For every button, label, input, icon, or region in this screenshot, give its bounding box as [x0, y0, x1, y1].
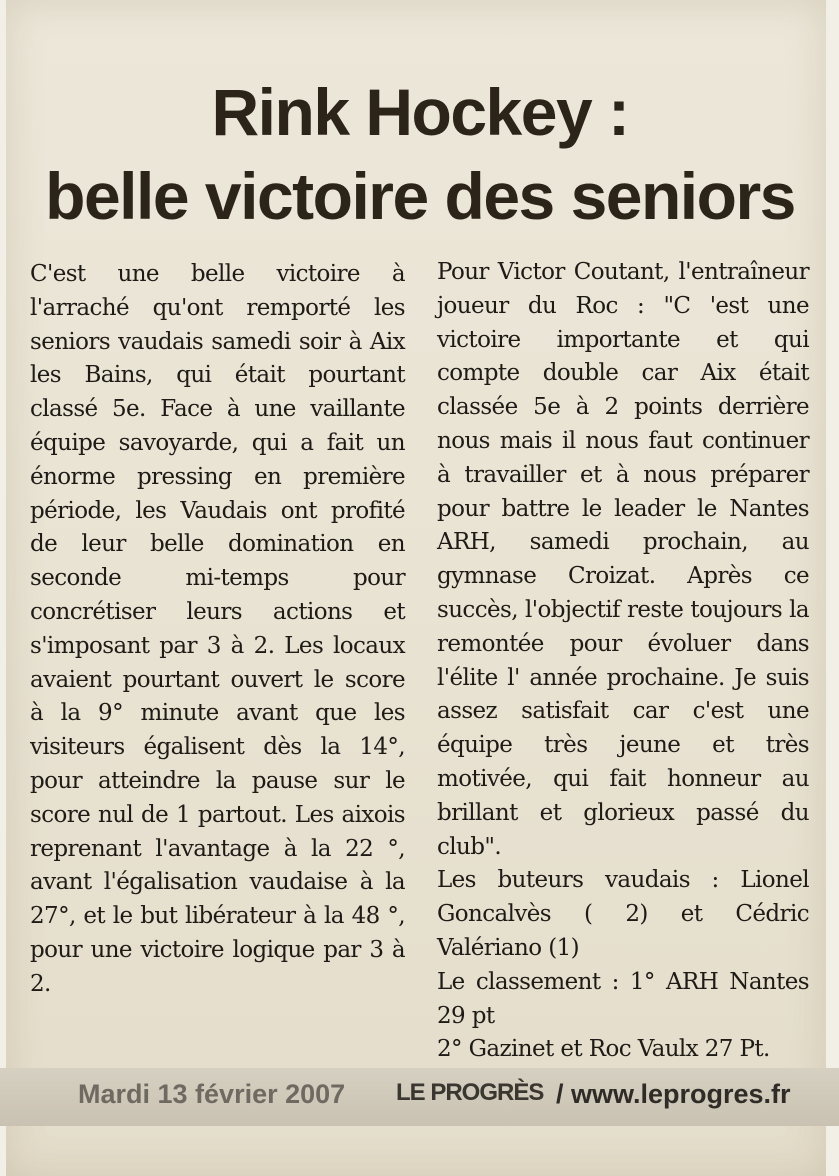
- footer-date: Mardi 13 février 2007: [78, 1079, 346, 1109]
- ranking-line-2: 2° Gazinet et Roc Vaulx 27 Pt.: [437, 1036, 770, 1063]
- article-column-right: [437, 256, 809, 1067]
- quote-paragraph: Pour Victor Coutant, l'entraîneur joueur du Roc : "C 'est une victoire importante et qui compte double car Aix était classée 5e à 2 points derrière nous mais il nous faut continuer à travailler et à nous préparer pour battre le leader le Nantes ARH, samedi prochain, au gymnase Croizat. Après ce succès, l'objectif reste toujours la remontée pour évoluer dans l'élite l' année prochaine. Je suis assez satisfait car c'est une équipe très jeune et très motivée, qui fait honneur au brillant et glorieux passé du club".: [437, 259, 809, 860]
- ranking-line-1: Le classement : 1° ARH Nantes 29 pt: [437, 968, 809, 1029]
- headline-line-1: Rink Hockey :: [211, 75, 629, 149]
- left-column-text: C'est une belle victoire à l'arraché qu'ont remporté les seniors vaudais samedi soir à Aix les Bains, qui était pourtant classé 5e. Face à une vaillante équipe savoyarde, qui a fait un énorme pressing en première période, les Vaudais ont profité de leur belle domination en seconde mi-temps pour concrétiser leurs actions et s'imposant par 3 à 2. Les locaux avaient pourtant ouvert le score à la 9° minute avant que les visiteurs égalisent dès la 14°, pour atteindre la pause sur le score nul de 1 partout. Les aixois reprenant l'avantage à la 22 °, avant l'égalisation vaudaise à la 27°, et le but libérateur à la 48 °, pour une victoire logique par 3 à 2.: [30, 261, 405, 997]
- scorers-paragraph: Les buteurs vaudais : Lionel Goncalvès ( 2) et Cédric Valériano (1): [437, 867, 809, 961]
- headline-line-2: belle victoire des seniors: [45, 159, 795, 233]
- article-headline: [20, 70, 820, 238]
- article-column-left: [30, 258, 405, 1002]
- footer-url: / www.leprogres.fr: [556, 1079, 791, 1109]
- newspaper-logo: LE PROGRÈS: [396, 1079, 544, 1106]
